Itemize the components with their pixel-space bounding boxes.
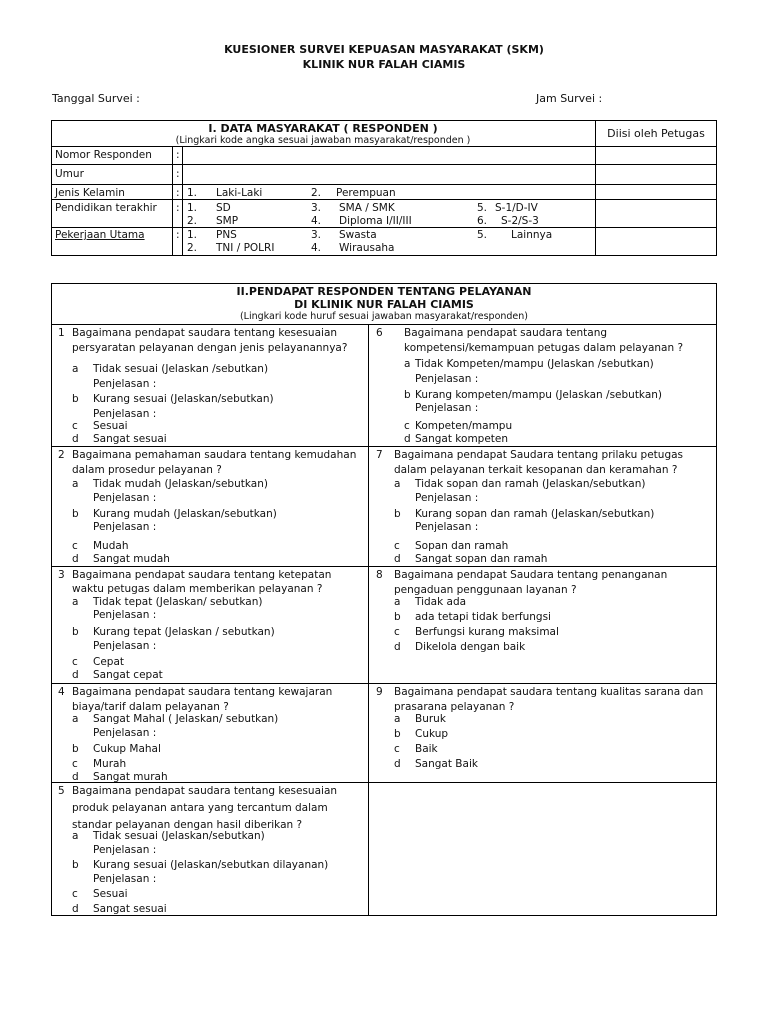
option-code[interactable]: a	[72, 830, 79, 842]
option-code[interactable]: b	[394, 508, 401, 520]
option-code[interactable]: a	[72, 478, 79, 490]
penjelasan-label: Penjelasan :	[415, 492, 479, 504]
option-code[interactable]: b	[72, 508, 79, 520]
option-label: Sangat sopan dan ramah	[415, 553, 548, 565]
option-code[interactable]: a	[394, 713, 401, 725]
option-code[interactable]: b	[72, 626, 79, 638]
option-code[interactable]: d	[72, 669, 79, 681]
question-text: kompetensi/kemampuan petugas dalam pelayanan ?	[404, 342, 684, 354]
option-label: S-1/D-IV	[495, 202, 538, 214]
option-label: Tidak mudah (Jelaskan/sebutkan)	[93, 478, 268, 490]
option-label: Cukup Mahal	[93, 743, 161, 755]
option-label: Kurang kompeten/mampu (Jelaskan /sebutkan)	[415, 389, 663, 401]
umur-label: Umur	[55, 168, 84, 180]
option-code[interactable]: d	[72, 553, 79, 565]
question-text: Bagaimana pendapat Saudara tentang penanganan	[394, 569, 668, 581]
option-code[interactable]: 2.	[311, 187, 322, 199]
option-label: Sangat sesuai	[93, 433, 167, 445]
option-label: Tidak ada	[415, 596, 467, 608]
penjelasan-label: Penjelasan :	[415, 402, 479, 414]
option-code[interactable]: 6.	[477, 215, 488, 227]
option-code[interactable]: b	[72, 743, 79, 755]
option-code[interactable]: 3.	[311, 202, 322, 214]
pekerjaan-label: Pekerjaan Utama	[55, 229, 145, 241]
option-code[interactable]: 2.	[187, 242, 198, 254]
question-text: dalam pelayanan terkait kesopanan dan keramahan ?	[394, 464, 678, 476]
question-number: 5	[58, 785, 65, 797]
question-text: waktu petugas dalam memberikan pelayanan ?	[72, 583, 323, 595]
option-label: Sangat kompeten	[415, 433, 509, 445]
option-code[interactable]: a	[394, 478, 401, 490]
option-label: Perempuan	[336, 187, 396, 199]
option-label: Baik	[415, 743, 438, 755]
question-text: Bagaimana pendapat Saudara tentang prilaku petugas	[394, 449, 684, 461]
option-label: Kurang sesuai (Jelaskan/sebutkan)	[93, 393, 274, 405]
penjelasan-label: Penjelasan :	[93, 609, 157, 621]
penjelasan-label: Penjelasan :	[93, 727, 157, 739]
section2-subtitle: (Lingkari kode huruf sesuai jawaban masyarakat/responden)	[239, 311, 529, 322]
option-label: SMP	[216, 215, 239, 227]
section2-title-line2: DI KLINIK NUR FALAH CIAMIS	[294, 298, 474, 311]
option-label: ada tetapi tidak berfungsi	[415, 611, 551, 623]
option-code[interactable]: c	[72, 656, 78, 668]
option-label: Kurang mudah (Jelaskan/sebutkan)	[93, 508, 277, 520]
question-number: 1	[58, 327, 65, 339]
question-number: 8	[376, 569, 383, 581]
nomor-responden-label: Nomor Responden	[55, 149, 152, 161]
option-label: Diploma I/II/III	[339, 215, 412, 227]
question-text: dalam prosedur pelayanan ?	[72, 464, 222, 476]
option-label: S-2/S-3	[501, 215, 539, 227]
colon: :	[176, 202, 180, 214]
tanggal-survei-label: Tanggal Survei :	[52, 92, 140, 105]
option-label: Cukup	[415, 728, 449, 740]
option-label: SMA / SMK	[339, 202, 395, 214]
question-text: Bagaimana pendapat saudara tentang	[404, 327, 608, 339]
option-code[interactable]: 4.	[311, 242, 322, 254]
option-label: TNI / POLRI	[216, 242, 275, 254]
option-label: Tidak Kompeten/mampu (Jelaskan /sebutkan)	[415, 358, 654, 370]
option-label: Kurang tepat (Jelaskan / sebutkan)	[93, 626, 275, 638]
section1-title: I. DATA MASYARAKAT ( RESPONDEN )	[208, 122, 438, 135]
question-text: prasarana pelayanan ?	[394, 701, 515, 713]
question-text: Bagaimana pendapat saudara tentang ketepatan	[72, 569, 332, 581]
form-subtitle: KLINIK NUR FALAH CIAMIS	[302, 58, 466, 71]
question-number: 2	[58, 449, 65, 461]
question-number: 7	[376, 449, 383, 461]
option-label: Sangat mudah	[93, 553, 170, 565]
option-label: Murah	[93, 758, 127, 770]
option-code[interactable]: b	[72, 859, 79, 871]
option-code[interactable]: 4.	[311, 215, 322, 227]
option-code[interactable]: b	[72, 393, 79, 405]
penjelasan-label: Penjelasan :	[93, 521, 157, 533]
option-code[interactable]: c	[72, 888, 78, 900]
option-code[interactable]: 1.	[187, 229, 198, 241]
option-code[interactable]: c	[72, 540, 78, 552]
option-label: Swasta	[339, 229, 377, 241]
question-number: 9	[376, 686, 383, 698]
option-label: Wirausaha	[339, 242, 395, 254]
option-code[interactable]: 2.	[187, 215, 198, 227]
question-text: biaya/tarif dalam pelayanan ?	[72, 701, 229, 713]
option-label: Sangat Mahal ( Jelaskan/ sebutkan)	[93, 713, 279, 725]
option-code[interactable]: 1.	[187, 187, 198, 199]
question-number: 3	[58, 569, 65, 581]
option-code[interactable]: d	[72, 903, 79, 915]
option-label: Mudah	[93, 540, 129, 552]
form-title: KUESIONER SURVEI KEPUASAN MASYARAKAT (SKM)	[224, 43, 544, 56]
option-label: Sesuai	[93, 420, 128, 432]
option-code[interactable]: c	[404, 420, 410, 432]
option-label: SD	[216, 202, 231, 214]
penjelasan-label: Penjelasan :	[93, 408, 157, 420]
option-label: PNS	[216, 229, 237, 241]
option-code[interactable]: d	[72, 433, 79, 445]
option-code[interactable]: 5.	[477, 229, 488, 241]
colon: :	[176, 168, 180, 180]
colon: :	[176, 187, 180, 199]
option-code[interactable]: b	[394, 611, 401, 623]
option-label: Sangat Baik	[415, 758, 478, 770]
jam-survei-label: Jam Survei :	[536, 92, 603, 105]
option-label: Sangat murah	[93, 771, 168, 783]
penjelasan-label: Penjelasan :	[415, 373, 479, 385]
option-code[interactable]: 5.	[477, 202, 488, 214]
option-label: Tidak sesuai (Jelaskan/sebutkan)	[93, 830, 265, 842]
option-code[interactable]: c	[394, 743, 400, 755]
option-label: Kompeten/mampu	[415, 420, 513, 432]
question-text: Bagaimana pendapat saudara tentang kesesuaian	[72, 327, 338, 339]
option-label: Tidak sopan dan ramah (Jelaskan/sebutkan)	[415, 478, 646, 490]
jenis-kelamin-label: Jenis Kelamin	[55, 187, 125, 199]
option-label: Buruk	[415, 713, 446, 725]
option-code[interactable]: 3.	[311, 229, 322, 241]
option-code[interactable]: d	[394, 758, 401, 770]
question-text: Bagaimana pendapat saudara tentang kesesuaian	[72, 785, 338, 797]
option-code[interactable]: b	[404, 389, 411, 401]
option-label: Laki-Laki	[216, 187, 263, 199]
option-code[interactable]: d	[72, 771, 79, 783]
penjelasan-label: Penjelasan :	[93, 844, 157, 856]
penjelasan-label: Penjelasan :	[93, 492, 157, 504]
question-text: produk pelayanan antara yang tercantum dalam	[72, 802, 328, 814]
option-label: Sesuai	[93, 888, 128, 900]
penjelasan-label: Penjelasan :	[93, 873, 157, 885]
option-label: Tidak sesuai (Jelaskan /sebutkan)	[93, 363, 269, 375]
penjelasan-label: Penjelasan :	[93, 378, 157, 390]
question-text: Bagaimana pemahaman saudara tentang kemudahan	[72, 449, 357, 461]
option-code[interactable]: d	[404, 433, 411, 445]
section1-subtitle: (Lingkari kode angka sesuai jawaban masyarakat/responden )	[175, 135, 471, 146]
pendidikan-label: Pendidikan terakhir	[55, 202, 157, 214]
option-code[interactable]: c	[394, 626, 400, 638]
option-code[interactable]: a	[394, 596, 401, 608]
section2-title: II.PENDAPAT RESPONDEN TENTANG PELAYANAN	[236, 285, 532, 298]
question-text: pengaduan penggunaan layanan ?	[394, 584, 577, 596]
option-code[interactable]: 1.	[187, 202, 198, 214]
option-code[interactable]: d	[394, 553, 401, 565]
option-label: Sopan dan ramah	[415, 540, 509, 552]
option-code[interactable]: c	[72, 758, 78, 770]
option-code[interactable]: c	[72, 420, 78, 432]
question-number: 6	[376, 327, 383, 339]
option-code[interactable]: a	[72, 713, 79, 725]
option-code[interactable]: a	[72, 596, 79, 608]
option-code[interactable]: a	[404, 358, 411, 370]
penjelasan-label: Penjelasan :	[415, 521, 479, 533]
option-label: Cepat	[93, 656, 125, 668]
petugas-label: Diisi oleh Petugas	[607, 127, 705, 140]
option-label: Berfungsi kurang maksimal	[415, 626, 559, 638]
option-label: Dikelola dengan baik	[415, 641, 526, 653]
option-label: Tidak tepat (Jelaskan/ sebutkan)	[93, 596, 263, 608]
option-code[interactable]: b	[394, 728, 401, 740]
option-label: Kurang sesuai (Jelaskan/sebutkan dilayanan)	[93, 859, 329, 871]
penjelasan-label: Penjelasan :	[93, 640, 157, 652]
option-code[interactable]: a	[72, 363, 79, 375]
question-text: standar pelayanan dengan hasil diberikan ?	[72, 819, 303, 831]
option-label: Lainnya	[511, 229, 553, 241]
option-label: Sangat cepat	[93, 669, 163, 681]
colon: :	[176, 149, 180, 161]
option-label: Kurang sopan dan ramah (Jelaskan/sebutkan)	[415, 508, 655, 520]
question-number: 4	[58, 686, 65, 698]
option-label: Sangat sesuai	[93, 903, 167, 915]
option-code[interactable]: c	[394, 540, 400, 552]
colon: :	[176, 229, 180, 241]
question-text: Bagaimana pendapat saudara tentang kewajaran	[72, 686, 333, 698]
question-text: Bagaimana pendapat saudara tentang kualitas sarana dan	[394, 686, 704, 698]
question-text: persyaratan pelayanan dengan jenis pelayanannya?	[72, 342, 348, 354]
option-code[interactable]: d	[394, 641, 401, 653]
